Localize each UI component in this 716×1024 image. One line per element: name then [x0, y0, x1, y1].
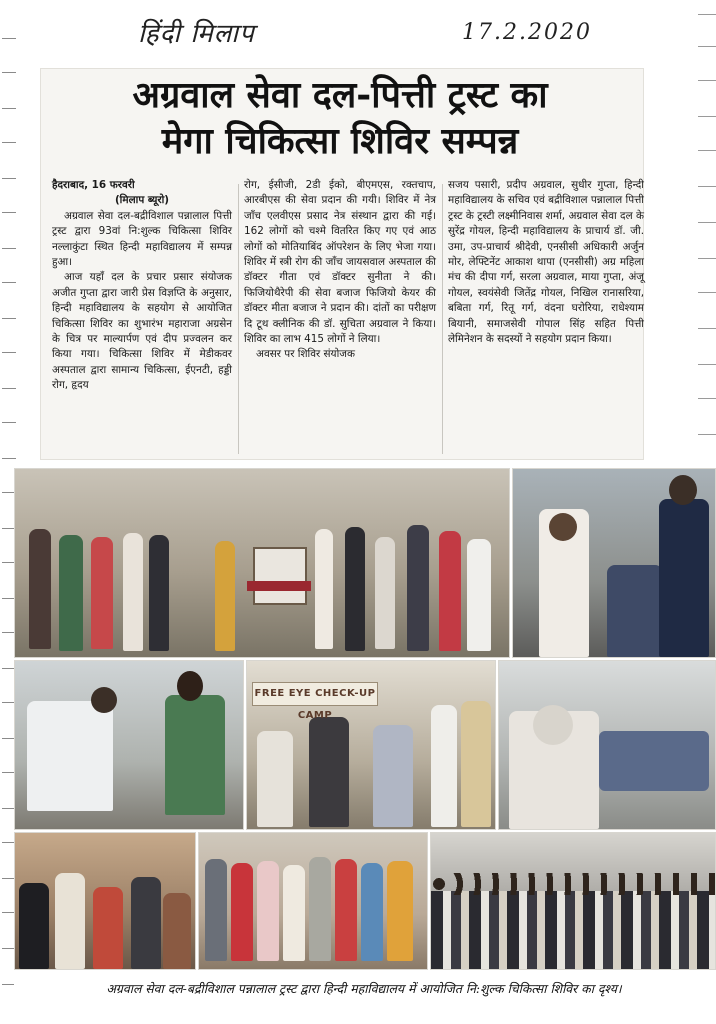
handwritten-date: 17.2.2020 [462, 20, 592, 45]
handwritten-source: हिंदी मिलाप [138, 19, 255, 49]
dateline: हैदराबाद, 16 फरवरी [52, 179, 135, 191]
headline-line-1: अग्रवाल सेवा दल-पित्ती ट्रस्ट का [132, 74, 548, 116]
photo-registration-crowd [14, 832, 196, 970]
paragraph: रोग, ईसीजी, 2डी ईको, बीएमएस, रक्तचाप, आरबीएस की सेवा प्रदान की गयी। शिविर में नेत्र जाँच एलवीएस प्रसाद नेत्र संस्थान द्वारा की गई। 162 लोगों को चश्मे वितरित किए गए एवं आठ लोगों को मोतियाबिंद ऑपरेशन के लिए भेजा गया। शिविर में स्त्री रोग की जाँच जायसवाल अस्पताल की डॉक्टर गीता एवं डॉक्टर सुनीता ने की। फिजियोथैरेपी की सेवा बजाज फिजियो केयर की डॉक्टर मीता बजाज ने प्रदान की। दांतों का परीक्षण दि टूथ क्लीनिक की डॉ. सुचिता अग्रवाल ने किया। शिविर का लाभ 415 लोगों ने लिया। [244, 179, 436, 346]
paragraph: अवसर पर शिविर संयोजक [256, 348, 355, 361]
photo-women-volunteers [198, 832, 428, 970]
photo-caption: अग्रवाल सेवा दल-बद्रीविशाल पन्नालाल ट्रस्ट द्वारा हिन्दी महाविद्यालय में आयोजित नि:शुल्क चिकित्सा शिविर का दृश्य। [14, 974, 714, 1004]
bureau-credit: (मिलाप ब्यूरो) [114, 194, 170, 207]
photo-bp-check [14, 660, 244, 830]
article-column-1 [52, 178, 232, 394]
headline-line-2: मेगा चिकित्सा शिविर सम्पन्न [161, 120, 519, 162]
photo-eye-checkup [512, 468, 716, 658]
article-headline [60, 72, 620, 164]
photo-ncc-students [430, 832, 716, 970]
column-divider [238, 184, 239, 454]
photo-patient-exam [498, 660, 716, 830]
column-divider [442, 184, 443, 454]
paragraph: सजय पसारी, प्रदीप अग्रवाल, सुधीर गुप्ता, हिन्दी महाविद्यालय के सचिव एवं बद्रीविशाल पन्नालाल पित्ती ट्रस्ट के ट्रस्टी लक्ष्मीनिवास शर्मा, अग्रवाल सेवा दल के सुरेंद्र गोयल, हिन्दी महाविद्यालय के प्राचार्य डॉ. जी. उमा, उप-प्राचार्य श्रीदेवी, एनसीसी अधिकारी अर्जुन मोर, लेफ्टिनेंट आकाश थापा (एनसीसी) अग्र महिला मंच की दीपा गर्ग, सरला अग्रवाल, माया गुप्ता, अंजू गोयल, स्वयंसेवी जितेंद्र गोयल, निखिल रानासरिया, बबिता गर्ग, रितू गर्ग, वंदना घरोरिया, राधेश्याम बियानी, समाजसेवी गोपाल सिंह सहित पित्ती लेमिनेशन के सदस्यों ने सहयोग प्रदान किया। [448, 179, 644, 346]
photo-collage [14, 468, 714, 976]
article-column-2 [244, 178, 436, 363]
paragraph: आज यहाँ दल के प्रचार प्रसार संयोजक अजीत गुप्ता द्वारा जारी प्रेस विज्ञप्ति के अनुसार, हिन्दी महाविद्यालय के सहयोग से आयोजित चिकित्सा शिविर का शुभारंभ महाराजा अग्रसेन के चित्र पर माल्यार्पण एवं दीप प्रज्वलन कर किया गया। चिकित्सा शिविर में मेडीकवर अस्पताल द्वारा सामान्य चिकित्सा, ईएनटी, हड्डी रोग, हृदय [52, 271, 232, 392]
article-column-3 [448, 178, 644, 347]
paragraph: अग्रवाल सेवा दल-बद्रीविशाल पन्नालाल पित्ती ट्रस्ट द्वारा 93वां नि:शुल्क चिकित्सा शिविर नल्लाकुंटा स्थित हिन्दी महाविद्यालय में सम्पन्न हुआ। [52, 209, 232, 269]
article-body [52, 178, 642, 458]
camp-banner: FREE EYE CHECK-UP CAMP [252, 682, 378, 706]
photo-group-inauguration [14, 468, 510, 658]
